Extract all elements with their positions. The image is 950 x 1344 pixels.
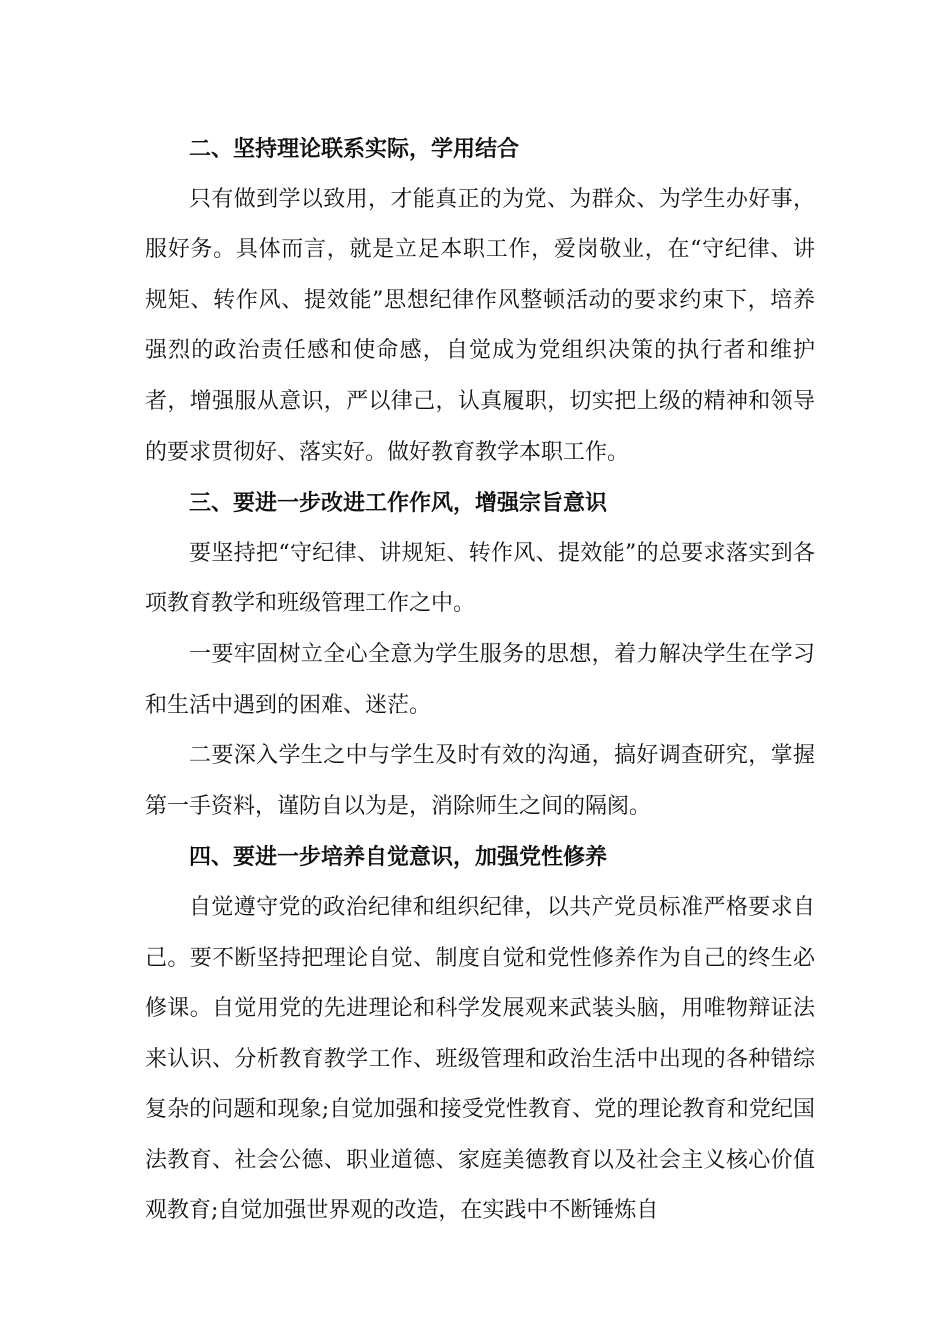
document-body: [145, 124, 815, 1237]
section-heading-3: 三、要进一步改进工作作风，增强宗旨意识: [189, 490, 608, 517]
paragraph: 自觉遵守党的政治纪律和组织纪律，以共产党员标准严格要求自己。要不断坚持把理论自觉、制度自觉和党性修养作为自己的终生必修课。自觉用党的先进理论和科学发展观来武装头脑，用唯物辩证法来认识、分析教育教学工作、班级管理和政治生活中出现的各种错综复杂的问题和现象;自觉加强和接受党性教育、党的理论教育和党纪国法教育、社会公德、职业道德、家庭美德教育以及社会主义核心价值观教育;自觉加强世界观的改造，在实践中不断锤炼自: [145, 894, 815, 1224]
paragraph: 要坚持把“守纪律、讲规矩、转作风、提效能”的总要求落实到各项教育教学和班级管理工作之中。: [145, 540, 815, 617]
paragraph: 二要深入学生之中与学生及时有效的沟通，搞好调查研究，掌握第一手资料，谨防自以为是，消除师生之间的隔阂。: [145, 743, 815, 819]
paragraph: 只有做到学以致用，才能真正的为党、为群众、为学生办好事，服好务。具体而言，就是立足本职工作，爱岗敬业，在“守纪律、讲规矩、转作风、提效能”思想纪律作风整顿活动的要求约束下，培养强烈的政治责任感和使命感，自觉成为党组织决策的执行者和维护者，增强服从意识，严以律己，认真履职，切实把上级的精神和领导的要求贯彻好、落实好。做好教育教学本职工作。: [145, 186, 815, 465]
section-heading-4: 四、要进一步培养自觉意识，加强党性修养: [189, 844, 608, 871]
section-heading-2: 二、坚持理论联系实际，学用结合: [189, 136, 520, 162]
paragraph: 一要牢固树立全心全意为学生服务的思想，着力解决学生在学习和生活中遇到的困难、迷茫。: [145, 641, 815, 718]
